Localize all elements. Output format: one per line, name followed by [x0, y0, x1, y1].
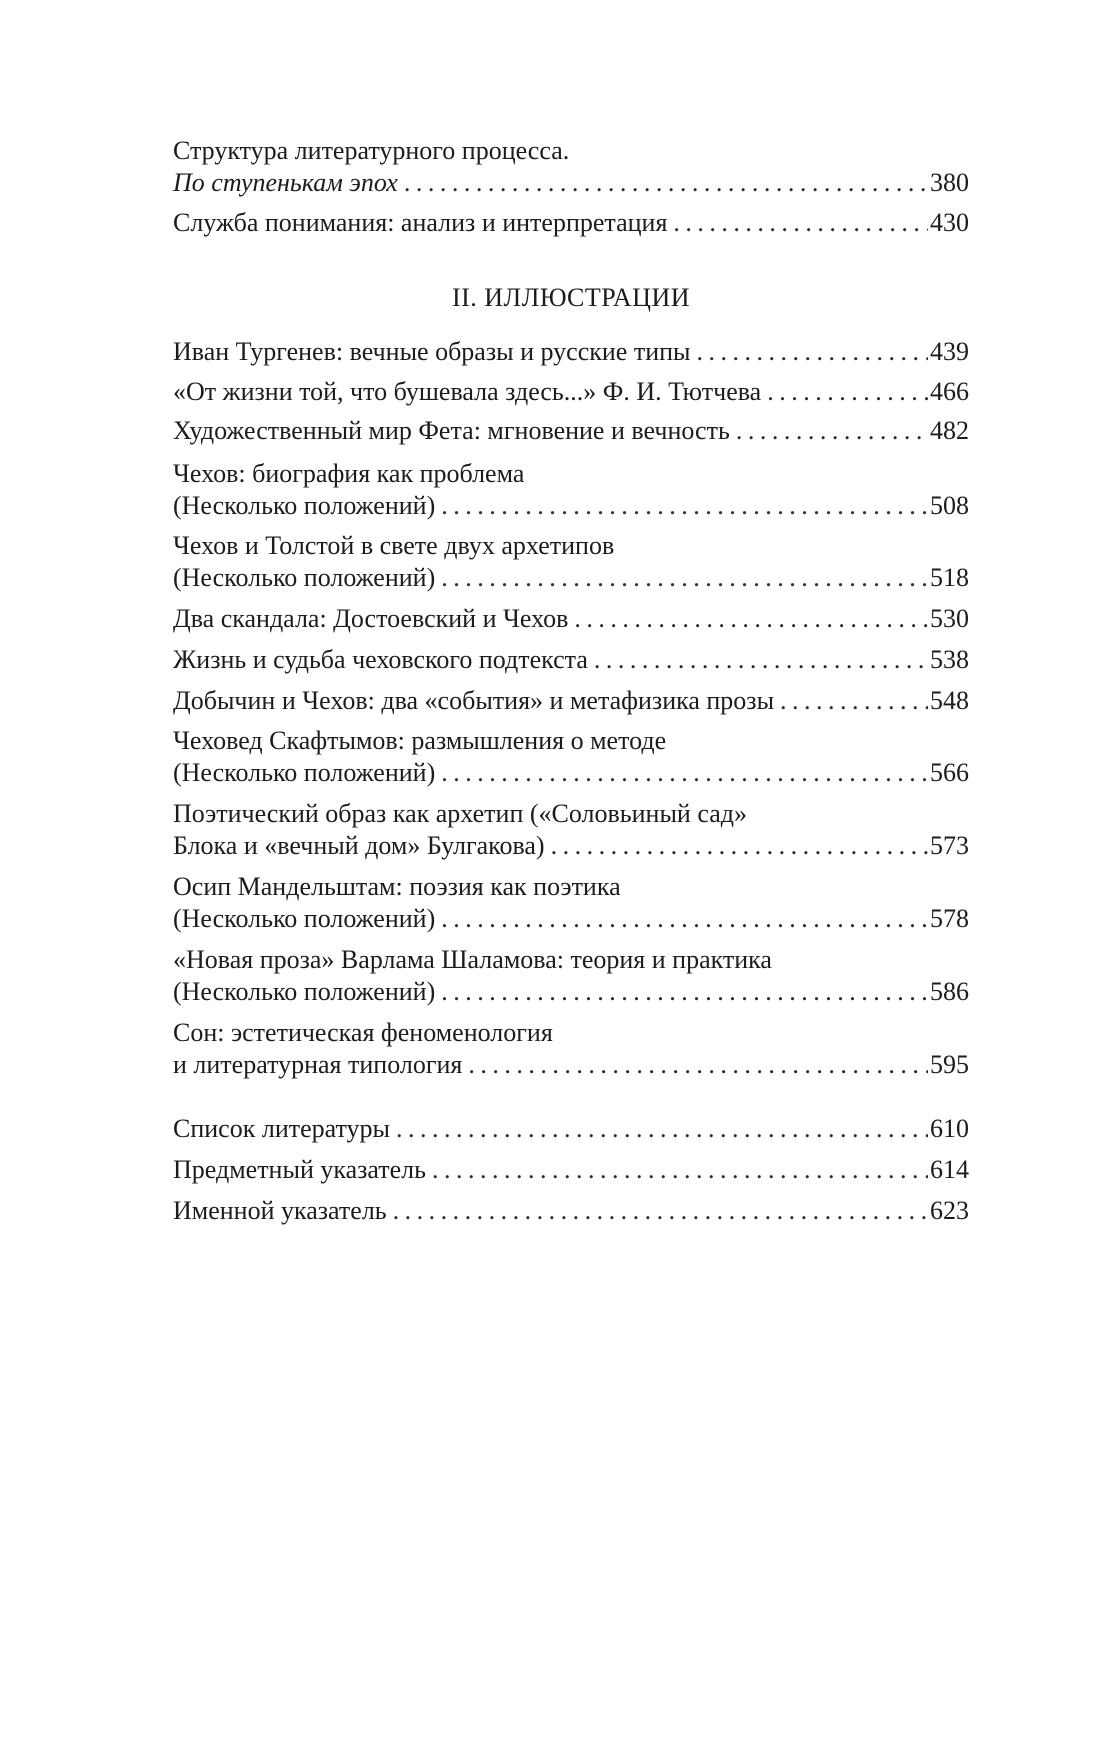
toc-entry-subtitle: и литературная типология [173, 1050, 463, 1079]
dot-leader [574, 602, 928, 636]
dot-leader [441, 489, 928, 523]
toc-entry-title: Поэтический образ как архетип («Соловьиный сад» [173, 799, 747, 828]
dot-leader [404, 166, 928, 200]
toc-entry-title: Два скандала: Достоевский и Чехов [173, 604, 569, 633]
toc-entry-subtitle: (Несколько положений) [173, 563, 436, 592]
toc-page-number: 548 [930, 686, 969, 715]
toc-entry[interactable] [173, 756, 969, 790]
dot-leader [551, 829, 928, 863]
toc-entry[interactable] [173, 829, 969, 863]
toc-entry[interactable] [173, 335, 969, 369]
dot-leader [697, 335, 929, 369]
toc-entry-title: По ступенькам эпох [173, 168, 398, 197]
dot-leader [736, 414, 928, 448]
toc-page-number: 595 [930, 1050, 969, 1079]
toc-entry-title: Чеховед Скафтымов: размышления о методе [173, 726, 667, 755]
toc-entry-title: «Новая проза» Варлама Шаламова: теория и практика [173, 945, 772, 974]
toc-entry-subtitle: (Несколько положений) [173, 758, 436, 787]
dot-leader [468, 1048, 928, 1082]
toc-entry-title: Именной указатель [173, 1196, 387, 1225]
toc-page-number: 623 [930, 1196, 969, 1225]
toc-entry-subtitle: (Несколько положений) [173, 977, 436, 1006]
toc-entry-line [173, 724, 969, 758]
toc-entry-title: «От жизни той, что бушевала здесь...» Ф. И. Тютчева [173, 377, 762, 406]
toc-entry[interactable] [173, 561, 969, 595]
toc-entry[interactable] [173, 1112, 969, 1146]
toc-entry-title: Предметный указатель [173, 1155, 427, 1184]
dot-leader [441, 561, 928, 595]
toc-entry[interactable] [173, 1194, 969, 1228]
toc-entry[interactable] [173, 643, 969, 677]
toc-entry-title: Иван Тургенев: вечные образы и русские типы [173, 337, 691, 366]
toc-page-number: 430 [930, 208, 969, 237]
toc-entry[interactable] [173, 902, 969, 936]
dot-leader [673, 206, 928, 240]
toc-page-number: 466 [930, 377, 969, 406]
dot-leader [441, 975, 928, 1009]
toc-entry-title: Осип Мандельштам: поэзия как поэтика [173, 872, 621, 901]
toc-entry-line [173, 797, 969, 831]
dot-leader [396, 1112, 928, 1146]
toc-entry[interactable] [173, 166, 969, 200]
toc-entry[interactable] [173, 1153, 969, 1187]
toc-page-number: 578 [930, 904, 969, 933]
toc-page-number: 538 [930, 645, 969, 674]
toc-entry-title: Сон: эстетическая феноменология [173, 1018, 553, 1047]
toc-entry-subtitle: (Несколько положений) [173, 491, 436, 520]
toc-entry[interactable] [173, 489, 969, 523]
toc-page-number: 518 [930, 563, 969, 592]
toc-entry-title: Художественный мир Фета: мгновение и вечность [173, 416, 730, 445]
dot-leader [432, 1153, 928, 1187]
toc-page-number: 530 [930, 604, 969, 633]
toc-entry[interactable] [173, 684, 969, 718]
toc-entry[interactable] [173, 206, 969, 240]
toc-entry-line [173, 457, 969, 491]
toc-page-number: 380 [930, 168, 969, 197]
toc-entry[interactable] [173, 1048, 969, 1082]
toc-entry-line [173, 1016, 969, 1050]
toc-page-number: 508 [930, 491, 969, 520]
section-heading: II. ИЛЛЮСТРАЦИИ [451, 283, 691, 312]
toc-page-number: 614 [930, 1155, 969, 1184]
toc-page-number: 586 [930, 977, 969, 1006]
toc-entry-subtitle: Блока и «вечный дом» Булгакова) [173, 831, 545, 860]
toc-entry[interactable] [173, 975, 969, 1009]
toc-entry-line [173, 529, 969, 563]
toc-page-number: 610 [930, 1114, 969, 1143]
toc-entry-title: Структура литературного процесса. [173, 136, 570, 165]
dot-leader [594, 643, 928, 677]
toc-entry[interactable] [173, 375, 969, 409]
toc-entry-title: Жизнь и судьба чеховского подтекста [173, 645, 588, 674]
toc-entry[interactable] [173, 414, 969, 448]
toc-page-number: 482 [930, 416, 969, 445]
toc-page-number: 566 [930, 758, 969, 787]
dot-leader [393, 1194, 928, 1228]
dot-leader [780, 684, 928, 718]
dot-leader [767, 375, 928, 409]
toc-entry-line [173, 943, 969, 977]
toc-page-number: 439 [930, 337, 969, 366]
toc-page-number: 573 [930, 831, 969, 860]
toc-entry-subtitle: (Несколько положений) [173, 904, 436, 933]
toc-entry-title: Чехов: биография как проблема [173, 459, 525, 488]
toc-entry-title: Чехов и Толстой в свете двух архетипов [173, 531, 615, 560]
toc-entry-title: Добычин и Чехов: два «события» и метафизика прозы [173, 686, 775, 715]
toc-entry[interactable] [173, 602, 969, 636]
toc-entry-title: Служба понимания: анализ и интерпретация [173, 208, 668, 237]
dot-leader [441, 756, 928, 790]
toc-entry-title: Список литературы [173, 1114, 390, 1143]
toc-entry-line [173, 870, 969, 904]
toc-entry-line [173, 134, 969, 168]
dot-leader [441, 902, 928, 936]
